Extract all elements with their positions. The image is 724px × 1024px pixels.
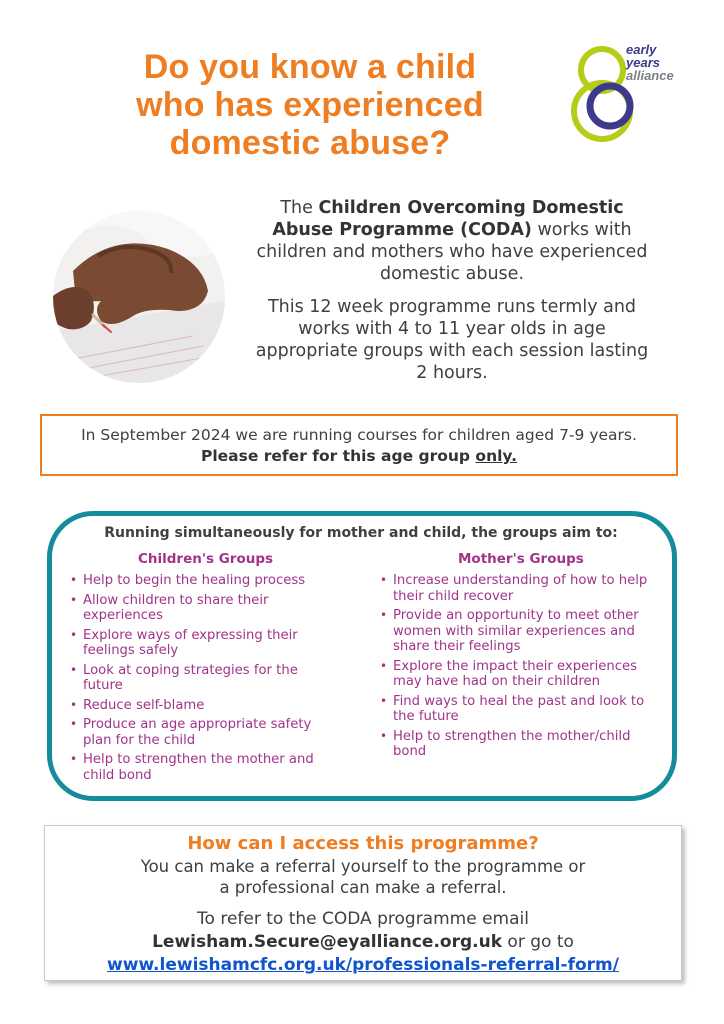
list-item: • Allow children to share their experiences xyxy=(68,593,338,624)
list-item: • Explore the impact their experiences may have had on their children xyxy=(378,659,663,690)
referral-form-link[interactable]: www.lewishamcfc.org.uk/professionals-referral-form/ xyxy=(107,955,619,975)
access-line-1: You can make a referral yourself to the programme or xyxy=(140,857,586,876)
mothers-groups-title: Mother's Groups xyxy=(458,551,584,567)
list-item: • Explore ways of expressing their feelings safely xyxy=(68,628,338,659)
mothers-groups-column xyxy=(378,551,663,764)
headline-line-3: domestic abuse? xyxy=(169,124,451,162)
notice-line-2 xyxy=(42,446,676,467)
photo-illustration xyxy=(53,211,225,383)
list-item: • Provide an opportunity to meet other women with similar experiences and share their feelings xyxy=(378,608,663,655)
intro-suffix: works with children and mothers who have experienced domestic abuse. xyxy=(256,220,648,284)
logo-word-early: early xyxy=(626,42,657,57)
list-item: • Find ways to heal the past and look to the future xyxy=(378,694,663,725)
referral-instructions xyxy=(45,908,681,977)
childrens-groups-column xyxy=(68,551,338,787)
september-notice-box xyxy=(40,414,678,476)
headline-line-1: Do you know a child xyxy=(143,48,477,86)
list-item: • Help to strengthen the mother/child bond xyxy=(378,729,663,760)
list-item: • Increase understanding of how to help their child recover xyxy=(378,573,663,604)
email-line xyxy=(45,931,681,954)
list-item: • Look at coping strategies for the future xyxy=(68,663,338,694)
headline xyxy=(60,48,560,162)
notice-line-2-prefix: Please refer for this age group xyxy=(201,447,476,465)
list-item: • Produce an age appropriate safety plan for the child xyxy=(68,717,338,748)
access-description xyxy=(45,856,681,898)
access-programme-box xyxy=(44,825,682,981)
notice-line-1: In September 2024 we are running courses for children aged 7-9 years. xyxy=(81,426,637,444)
logo-text xyxy=(626,43,716,82)
intro-paragraph-2: This 12 week programme runs termly and works with 4 to 11 year olds in age appropriate groups with each session lasting 2 hours. xyxy=(255,297,649,383)
list-item: • Help to strengthen the mother and child bond xyxy=(68,752,338,783)
notice-only-underlined: only. xyxy=(475,447,517,465)
childrens-groups-list xyxy=(68,573,338,783)
referral-email[interactable]: Lewisham.Secure@eyalliance.org.uk xyxy=(152,932,503,952)
childrens-groups-title: Children's Groups xyxy=(138,551,274,567)
mothers-groups-list xyxy=(378,573,663,760)
access-line-2: a professional can make a referral. xyxy=(219,878,507,897)
access-title: How can I access this programme? xyxy=(187,833,539,854)
refer-line: To refer to the CODA programme email xyxy=(197,909,529,929)
programme-name: Children Overcoming Domestic Abuse Programme (CODA) xyxy=(272,198,624,240)
or-go-to-text: or go to xyxy=(502,932,574,952)
intro-paragraph-1 xyxy=(252,197,652,285)
intro-prefix: The xyxy=(280,198,319,218)
list-item: • Reduce self-blame xyxy=(68,698,338,714)
groups-intro: Running simultaneously for mother and child, the groups aim to: xyxy=(104,525,618,541)
list-item: • Help to begin the healing process xyxy=(68,573,338,589)
programme-intro xyxy=(252,197,652,395)
logo-word-alliance: alliance xyxy=(626,68,674,83)
url-line xyxy=(45,954,681,977)
headline-line-2: who has experienced xyxy=(136,86,484,124)
child-writing-photo xyxy=(53,211,225,383)
logo-word-years: years xyxy=(626,55,660,70)
